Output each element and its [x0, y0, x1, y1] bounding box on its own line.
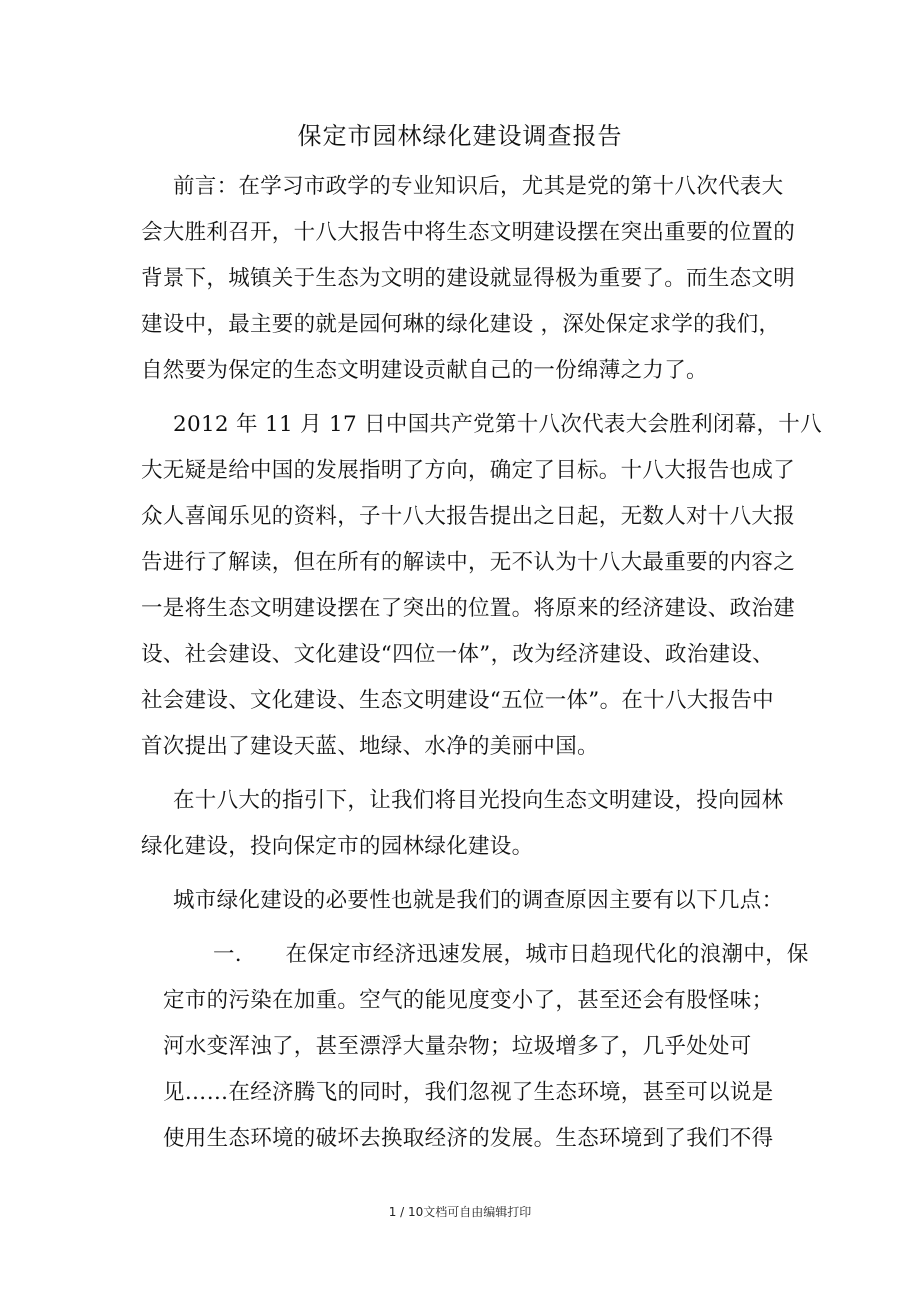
paragraph-line: 众人喜闻乐见的资料，子十八大报告提出之日起，无数人对十八大报	[141, 504, 796, 529]
paragraph-line: 城市绿化建设的必要性也就是我们的调查原因主要有以下几点：	[173, 888, 784, 913]
list-item-line: 使用生态环境的破坏去换取经济的发展。生态环境到了我们不得	[163, 1126, 774, 1151]
page-footer: 1 / 10文档可自由编辑打印	[388, 1205, 532, 1219]
paragraph-line: 在十八大的指引下，让我们将目光投向生态文明建设，投向园林	[173, 788, 784, 813]
paragraph-line: 首次提出了建设天蓝、地绿、水净的美丽中国。	[141, 734, 599, 759]
paragraph-line: 设、社会建设、文化建设“四位一体”，改为经济建设、政治建设、	[141, 642, 774, 667]
list-item-line: 见……在经济腾飞的同时，我们忽视了生态环境，甚至可以说是	[163, 1080, 774, 1105]
paragraph-line: 自然要为保定的生态文明建设贡献自己的一份绵薄之力了。	[141, 358, 708, 383]
paragraph-line: 建设中，最主要的就是园何琳的绿化建设 ，深处保定求学的我们，	[141, 312, 781, 337]
paragraph-line: 一是将生态文明建设摆在了突出的位置。将原来的经济建设、政治建	[141, 596, 796, 621]
list-item-line: 定市的污染在加重。空气的能见度变小了，甚至还会有股怪味；	[163, 988, 774, 1013]
paragraph-line: 前言：在学习市政学的专业知识后，尤其是党的第十八次代表大	[173, 174, 784, 199]
paragraph-line: 2012 年 11 月 17 日中国共产党第十八次代表大会胜利闭幕，十八	[173, 412, 822, 437]
list-item-line: 河水变浑浊了，甚至漂浮大量杂物；垃圾增多了，几乎处处可	[163, 1034, 752, 1059]
paragraph-line: 告进行了解读，但在所有的解读中，无不认为十八大最重要的内容之	[141, 550, 796, 575]
paragraph-line: 会大胜利召开，十八大报告中将生态文明建设摆在突出重要的位置的	[141, 220, 796, 245]
page-title: 保定市园林绿化建设调查报告	[297, 122, 623, 150]
paragraph-line: 背景下，城镇关于生态为文明的建设就显得极为重要了。而生态文明	[141, 266, 796, 291]
list-item-line: 一. 在保定市经济迅速发展，城市日趋现代化的浪潮中，保	[213, 942, 809, 967]
paragraph-line: 社会建设、文化建设、生态文明建设“五位一体”。在十八大报告中	[141, 688, 774, 713]
paragraph-line: 绿化建设，投向保定市的园林绿化建设。	[141, 834, 534, 859]
paragraph-line: 大无疑是给中国的发展指明了方向，确定了目标。十八大报告也成了	[141, 458, 796, 483]
